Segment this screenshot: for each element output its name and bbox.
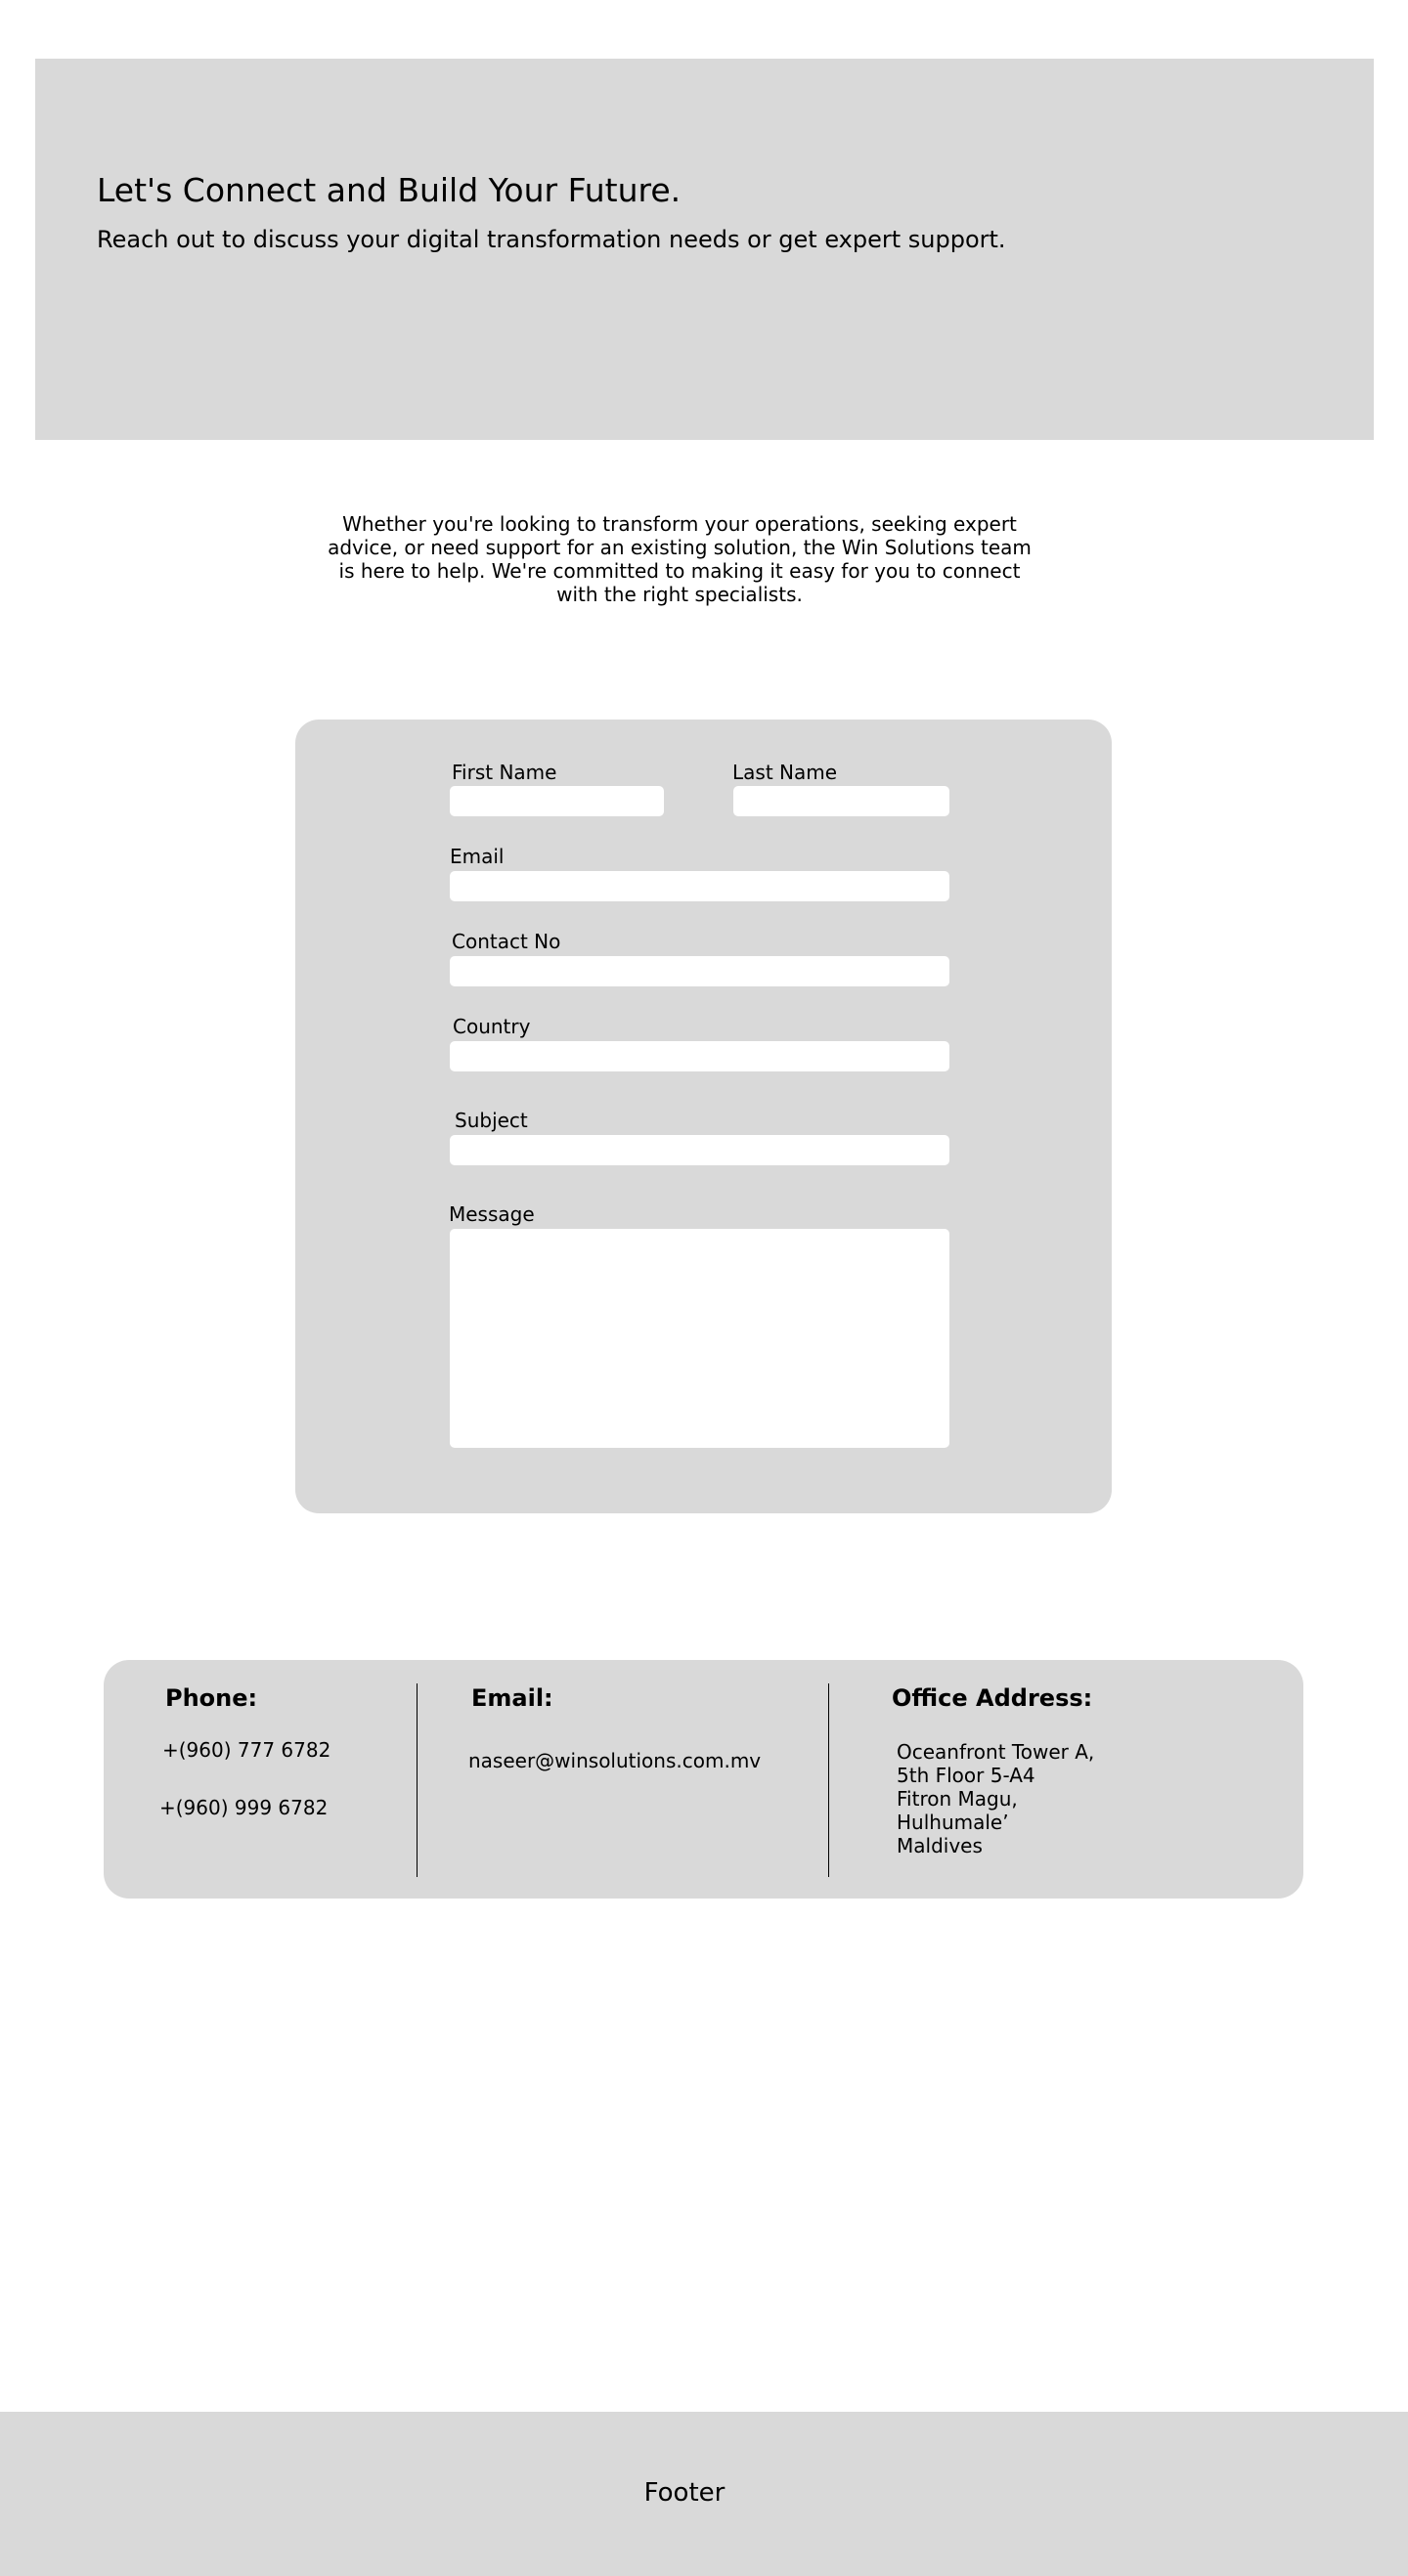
hero-banner	[35, 59, 1374, 440]
contact-no-label: Contact No	[452, 930, 561, 953]
office-address-line: Oceanfront Tower A,	[897, 1740, 1095, 1764]
office-address-line: Maldives	[897, 1834, 983, 1857]
office-address-heading: Office Address:	[892, 1684, 1093, 1712]
email-address-link[interactable]: naseer@winsolutions.com.mv	[468, 1749, 762, 1772]
footer-label: Footer	[643, 2478, 726, 2508]
last-name-input[interactable]	[733, 786, 949, 816]
country-input[interactable]	[450, 1041, 949, 1071]
hero-title: Let's Connect and Build Your Future.	[97, 171, 682, 209]
phone-number-2[interactable]: +(960) 999 6782	[159, 1796, 329, 1819]
email-heading: Email:	[471, 1684, 553, 1712]
last-name-label: Last Name	[732, 761, 838, 784]
column-divider	[417, 1683, 418, 1877]
message-textarea[interactable]	[450, 1229, 949, 1448]
contact-info-panel	[104, 1660, 1303, 1899]
subject-input[interactable]	[450, 1135, 949, 1165]
office-address	[897, 1740, 1094, 1857]
office-address-line: Fitron Magu,	[897, 1787, 1018, 1811]
email-input[interactable]	[450, 871, 949, 901]
intro-paragraph: Whether you're looking to transform your operations, seeking expert advice, or need support for an existing solution, the Win Solutions team is here to help. We're committed to making it easy for you to connect with the right specialists.	[328, 512, 1032, 606]
office-address-line: Hulhumale’	[897, 1811, 1009, 1834]
hero-subtitle: Reach out to discuss your digital transformation needs or get expert support.	[97, 226, 1006, 253]
phone-heading: Phone:	[165, 1684, 258, 1712]
contact-form	[295, 720, 1112, 1513]
country-label: Country	[453, 1015, 531, 1038]
footer	[0, 2412, 1408, 2576]
first-name-label: First Name	[452, 761, 557, 784]
subject-label: Subject	[455, 1109, 528, 1132]
first-name-input[interactable]	[450, 786, 664, 816]
contact-no-input[interactable]	[450, 956, 949, 986]
email-label: Email	[450, 845, 505, 868]
column-divider	[828, 1683, 829, 1877]
phone-number-1[interactable]: +(960) 777 6782	[162, 1738, 331, 1762]
office-address-line: 5th Floor 5-A4	[897, 1764, 1035, 1787]
message-label: Message	[449, 1202, 535, 1226]
